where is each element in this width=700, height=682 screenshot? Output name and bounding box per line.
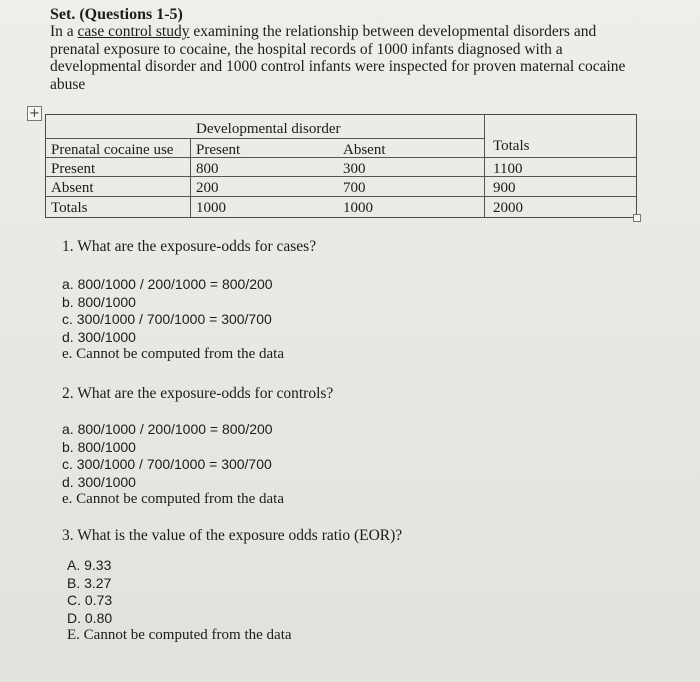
intro-before: In a <box>50 23 78 40</box>
table-rule <box>46 138 484 139</box>
option-item: B. 3.27 <box>67 574 112 591</box>
table-rule <box>190 138 191 217</box>
option-item: d. 300/1000 <box>62 328 136 345</box>
row-label: Present <box>51 161 96 177</box>
option-item: a. 800/1000 / 200/1000 = 800/200 <box>62 276 273 292</box>
option-item: A. 9.33 <box>67 557 112 573</box>
question-3: 3. What is the value of the exposure odds ratio (EOR)? <box>62 527 403 544</box>
cell-value: 800 <box>196 161 219 177</box>
intro-after: examining the relationship between developmental disorders and prenatal exposure to cocaine, the hospital records of 1000 infants diagnosed with a developmental disorder and 1000 control infants were inspected for proven maternal cocaine abuse <box>50 23 626 93</box>
table-rule <box>46 196 636 197</box>
data-table <box>45 114 637 218</box>
cell-value: 1100 <box>493 161 523 177</box>
option-item: d. 300/1000 <box>62 473 136 490</box>
row-label: Totals <box>51 200 88 216</box>
question-2-options <box>62 421 284 509</box>
cell-value: 300 <box>343 161 366 177</box>
option-item: C. 0.73 <box>67 592 113 608</box>
cell-value: 2000 <box>493 200 523 216</box>
option-item: b. 800/1000 <box>62 293 136 310</box>
option-item: c. 300/1000 / 700/1000 = 300/700 <box>62 311 272 327</box>
row-label: Absent <box>51 180 94 196</box>
option-item: E. Cannot be computed from the data <box>67 627 292 643</box>
cell-value: 700 <box>343 180 366 196</box>
row-header: Prenatal cocaine use <box>51 142 174 158</box>
option-item: e. Cannot be computed from the data <box>62 491 285 507</box>
cell-value: 200 <box>196 180 219 196</box>
intro-paragraph <box>50 23 640 93</box>
option-item: e. Cannot be computed from the data <box>62 346 285 362</box>
cell-value: 1000 <box>196 200 226 216</box>
set-title: Set. (Questions 1-5) <box>50 6 183 23</box>
cell-value: 900 <box>493 180 516 196</box>
intro-underlined: case control study <box>77 23 190 40</box>
table-rule <box>484 115 485 217</box>
table-resize-handle-icon[interactable] <box>633 214 641 222</box>
question-1-options <box>62 276 284 364</box>
col-header-absent: Absent <box>343 142 386 158</box>
cell-value: 1000 <box>343 200 373 216</box>
option-item: a. 800/1000 / 200/1000 = 800/200 <box>62 421 273 437</box>
group-header: Developmental disorder <box>196 121 341 137</box>
question-3-options <box>67 557 292 645</box>
question-2: 2. What are the exposure-odds for controls? <box>62 385 334 402</box>
option-item: c. 300/1000 / 700/1000 = 300/700 <box>62 456 272 472</box>
table-move-handle-icon[interactable]: + <box>27 106 42 121</box>
col-header-totals: Totals <box>493 138 530 154</box>
option-item: b. 800/1000 <box>62 438 136 455</box>
col-header-present: Present <box>196 142 241 158</box>
question-1: 1. What are the exposure-odds for cases? <box>62 238 317 255</box>
option-item: D. 0.80 <box>67 609 113 626</box>
table-rule <box>46 176 636 177</box>
